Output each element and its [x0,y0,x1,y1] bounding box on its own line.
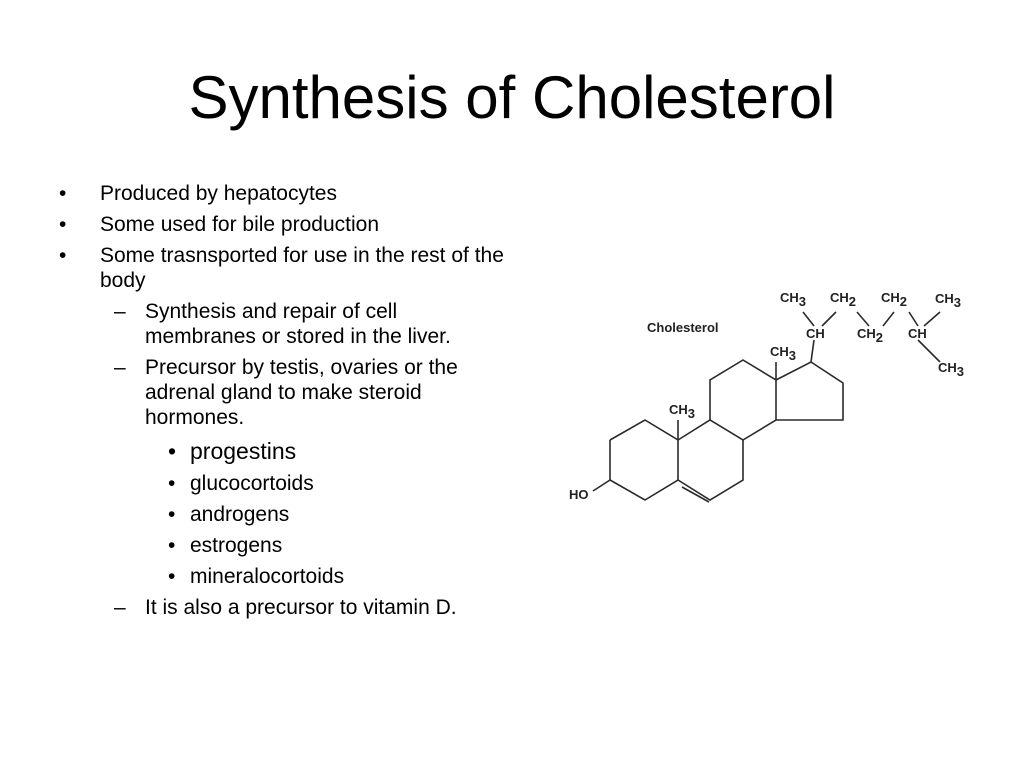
methylene-label: CH2 [857,326,884,345]
hormone-text: glucocortoids [190,472,314,495]
methyl-label: CH3 [935,291,962,310]
hormone-text: androgens [190,503,290,526]
hydroxyl-label: HO [569,487,589,502]
bullet-text: Some used for bile production [100,213,379,236]
hormone-item [56,533,506,558]
sub-bullet-item [56,355,506,430]
structure-name-label: Cholesterol [647,320,719,335]
methyl-label: CH3 [669,402,696,421]
cholesterol-structure-diagram [560,280,980,510]
methylene-label: CH2 [881,290,908,309]
methyl-label: CH3 [770,344,797,363]
bullet-marker: • [168,565,176,588]
sub-bullet-item [56,595,506,620]
methine-label: CH [806,326,825,341]
bullet-marker: • [168,438,177,464]
hormone-text: progestins [190,438,297,464]
sub-bullet-text: Precursor by testis, ovaries or the adrenal gland to make steroid hormones. [145,356,458,429]
bullet-item [56,243,506,293]
hormone-item [56,438,506,465]
bullet-item [56,212,506,237]
methine-label: CH [908,326,927,341]
bullet-text: Produced by hepatocytes [100,182,337,205]
dash-marker: – [114,300,126,323]
steroid-ring-bonds [593,312,940,502]
hormone-item [56,502,506,527]
sub-bullet-text: Synthesis and repair of cell membranes or stored in the liver. [145,300,451,348]
dash-marker: – [114,356,126,379]
bullet-text: Some trasnsported for use in the rest of the body [100,244,504,292]
slide-title: Synthesis of Cholesterol [188,64,836,131]
sub-bullet-item [56,299,506,349]
bullet-marker: • [59,182,67,205]
dash-marker: – [114,596,126,619]
bullet-marker: • [59,244,67,267]
sub-bullet-text: It is also a precursor to vitamin D. [145,596,457,619]
methyl-label: CH3 [780,290,807,309]
hormone-text: mineralocortoids [190,565,345,588]
hormone-text: estrogens [190,534,283,557]
bullet-marker: • [168,472,176,495]
hormone-item [56,471,506,496]
methylene-label: CH2 [830,290,857,309]
hormone-item [56,564,506,589]
bullet-marker: • [168,534,176,557]
bullet-marker: • [168,503,176,526]
methyl-label: CH3 [938,360,965,379]
bullet-item [56,181,506,206]
bullet-list [56,181,506,626]
bullet-marker: • [59,213,67,236]
